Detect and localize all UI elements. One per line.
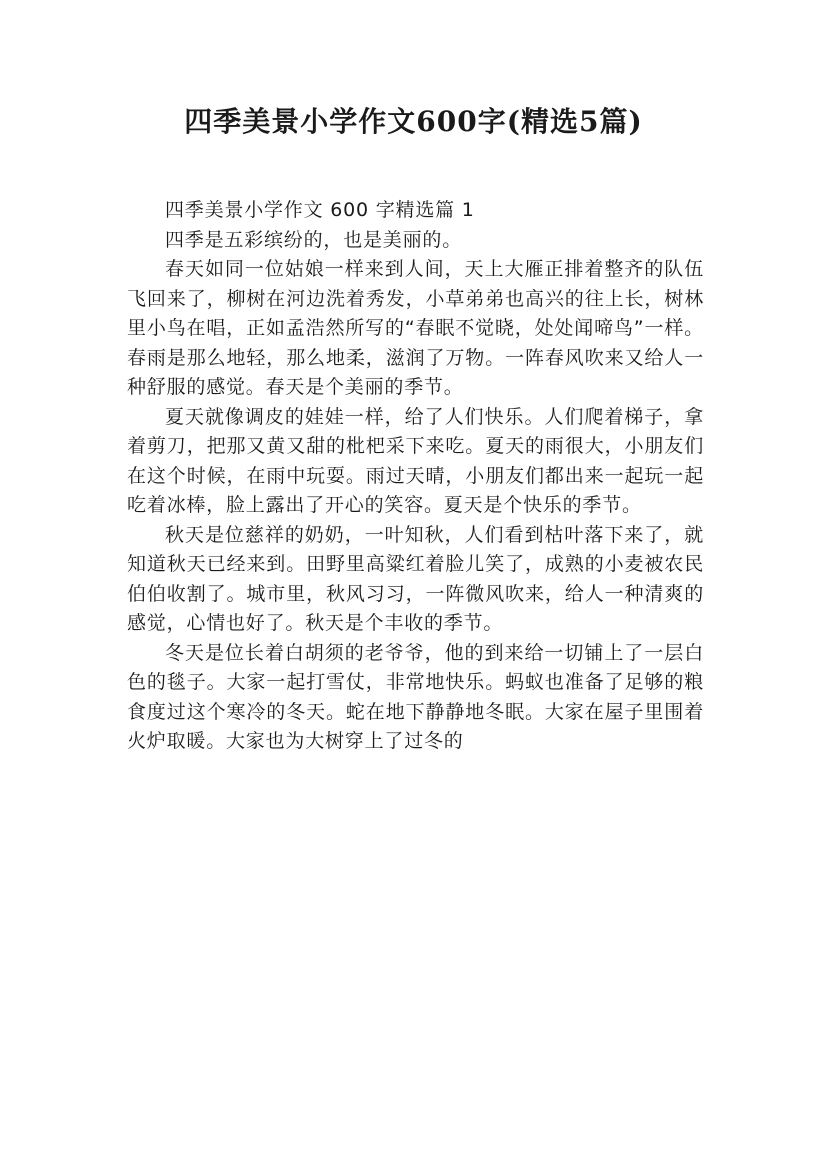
paragraph: 秋天是位慈祥的奶奶，一叶知秋，人们看到枯叶落下来了，就知道秋天已经来到。田野里高粱红着脸儿笑了，成熟的小麦被农民伯伯收割了。城市里，秋风习习，一阵微风吹来，给人一种清爽的感觉，心情也好了。秋天是个丰收的季节。	[127, 523, 704, 634]
paragraph: 冬天是位长着白胡须的老爷爷，他的到来给一切铺上了一层白色的毯子。大家一起打雪仗，非常地快乐。蚂蚁也准备了足够的粮食度过这个寒冷的冬天。蛇在地下静静地冬眠。大家在屋子里围着火炉取暖。大家也为大树穿上了过冬的	[127, 641, 704, 752]
section-heading: 四季美景小学作文 600 字精选篇 1	[165, 199, 475, 221]
paragraph: 春天如同一位姑娘一样来到人间，天上大雁正排着整齐的队伍飞回来了，柳树在河边洗着秀发，小草弟弟也高兴的往上长，树林里小鸟在唱，正如孟浩然所写的“春眠不觉晓，处处闻啼鸟”一样。春雨是那么地轻，那么地柔，滋润了万物。一阵春风吹来又给人一种舒服的感觉。春天是个美丽的季节。	[127, 258, 704, 398]
document-body	[127, 196, 704, 757]
paragraph: 夏天就像调皮的娃娃一样，给了人们快乐。人们爬着梯子，拿着剪刀，把那又黄又甜的枇杷采下来吃。夏天的雨很大，小朋友们在这个时候，在雨中玩耍。雨过天晴，小朋友们都出来一起玩一起吃着冰棒，脸上露出了开心的笑容。夏天是个快乐的季节。	[127, 405, 704, 516]
document-title: 四季美景小学作文600字(精选5篇)	[184, 105, 643, 138]
paragraph: 四季是五彩缤纷的，也是美丽的。	[165, 228, 463, 251]
